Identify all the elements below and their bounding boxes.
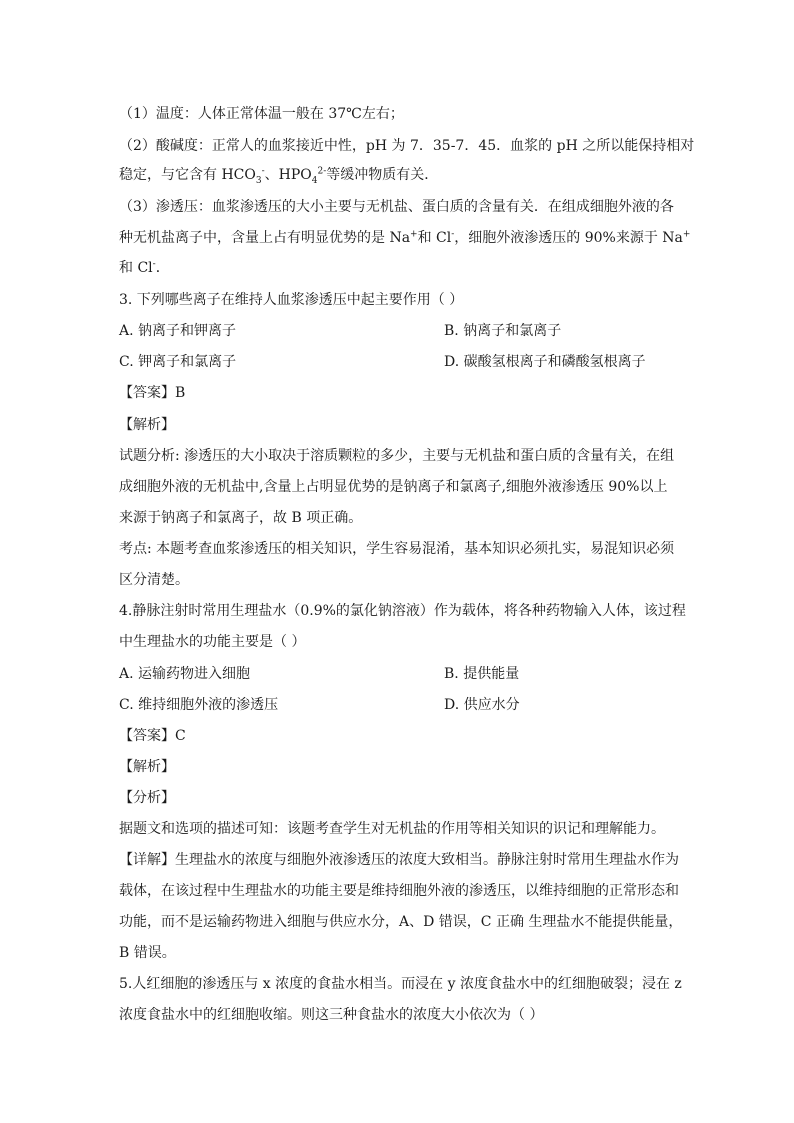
text-segment: 稳定，与它含有 HCO xyxy=(119,167,256,183)
question-3-analysis-heading: 【解析】 xyxy=(119,417,175,433)
question-4-option-b: B. 提供能量 xyxy=(444,666,520,682)
question-3-stem: 3. 下列哪些离子在维持人血浆渗透压中起主要作用（ ） xyxy=(119,292,464,308)
question-4-option-a: A. 运输药物进入细胞 xyxy=(119,666,251,682)
question-3-analysis-line1: 试题分析: 渗透压的大小取决于溶质颗粒的多少，主要与无机盐和蛋白质的含量有关，在组 xyxy=(119,448,675,464)
question-4-fenxi-heading: 【分析】 xyxy=(119,790,175,806)
text-segment: 等缓冲物质有关． xyxy=(326,167,439,183)
question-3-answer: 【答案】B xyxy=(119,385,186,401)
paragraph-ph-line2 xyxy=(119,165,438,185)
superscript: 2- xyxy=(317,166,327,177)
superscript: - xyxy=(451,229,455,240)
paragraph-temperature: （1）温度：人体正常体温一般在 37℃左右； xyxy=(119,106,404,122)
paragraph-osmotic-line2 xyxy=(119,228,690,248)
question-3-option-b: B. 钠离子和氯离子 xyxy=(444,323,562,339)
subscript: 3 xyxy=(255,175,262,186)
text-segment: 和 Cl xyxy=(417,230,452,246)
question-3-kaodian-line1: 考点: 本题考查血浆渗透压的相关知识，学生容易混淆，基本知识必须扎实，易混知识必须 xyxy=(119,541,675,557)
question-4-detail-line2: 载体，在该过程中生理盐水的功能主要是维持细胞外液的渗透压，以维持细胞的正常形态和 xyxy=(119,883,679,899)
question-4-answer: 【答案】C xyxy=(119,728,186,744)
question-4-option-d: D. 供应水分 xyxy=(444,697,520,713)
question-5-stem-line1: 5.人红细胞的渗透压与 x 浓度的食盐水相当。而浸在 y 浓度食盐水中的红细胞破裂；浸在 z xyxy=(119,976,682,992)
subscript: 4 xyxy=(311,175,318,186)
text-segment: ，细胞外液渗透压的 90%来源于 Na xyxy=(454,230,683,246)
question-3-analysis-line3: 来源于钠离子和氯离子，故 B 项正确。 xyxy=(119,510,363,526)
superscript: - xyxy=(261,166,265,177)
question-4-analysis-heading: 【解析】 xyxy=(119,759,175,775)
paragraph-osmotic-line3 xyxy=(119,258,170,278)
text-segment: 和 Cl xyxy=(119,260,153,276)
question-4-stem-line1: 4.静脉注射时常用生理盐水（0.9%的氯化钠溶液）作为载体，将各种药物输入人体，该过程 xyxy=(119,603,686,619)
question-4-detail-line4: B 错误。 xyxy=(119,945,176,961)
text-segment: ． xyxy=(155,260,170,276)
question-5-stem-line2: 浓度食盐水中的红细胞收缩。则这三种食盐水的浓度大小依次为（ ） xyxy=(119,1007,544,1023)
question-3-kaodian-line2: 区分清楚。 xyxy=(119,572,189,588)
paragraph-ph-line1: （2）酸碱度：正常人的血浆接近中性，pH 为 7．35-7．45．血浆的 pH 之所以能保持相对 xyxy=(119,138,695,154)
superscript: + xyxy=(410,229,418,240)
question-4-option-c: C. 维持细胞外液的渗透压 xyxy=(119,697,279,713)
question-4-fenxi-text: 据题文和选项的描述可知：该题考查学生对无机盐的作用等相关知识的识记和理解能力。 xyxy=(119,821,665,837)
question-4-stem-line2: 中生理盐水的功能主要是（ ） xyxy=(119,634,306,650)
question-3-option-c: C. 钾离子和氯离子 xyxy=(119,354,237,370)
question-3-analysis-line2: 成细胞外液的无机盐中,含量上占明显优势的是钠离子和氯离子,细胞外液渗透压 90%以上 xyxy=(119,479,668,495)
question-3-option-a: A. 钠离子和钾离子 xyxy=(119,323,237,339)
superscript: - xyxy=(152,259,156,270)
question-4-detail-line3: 功能，而不是运输药物进入细胞与供应水分，A、D 错误，C 正确 生理盐水不能提供能量， xyxy=(119,914,683,930)
paragraph-osmotic-line1: （3）渗透压：血浆渗透压的大小主要与无机盐、蛋白质的含量有关．在组成细胞外液的各 xyxy=(119,199,674,215)
superscript: + xyxy=(682,229,691,240)
text-segment: 种无机盐离子中，含量上占有明显优势的是 Na xyxy=(119,230,411,246)
question-4-detail-line1: 【详解】生理盐水的浓度与细胞外液渗透压的浓度大致相当。静脉注射时常用生理盐水作为 xyxy=(119,852,679,868)
question-3-option-d: D. 碳酸氢根离子和磷酸氢根离子 xyxy=(444,354,646,370)
text-segment: 、HPO xyxy=(264,167,312,183)
